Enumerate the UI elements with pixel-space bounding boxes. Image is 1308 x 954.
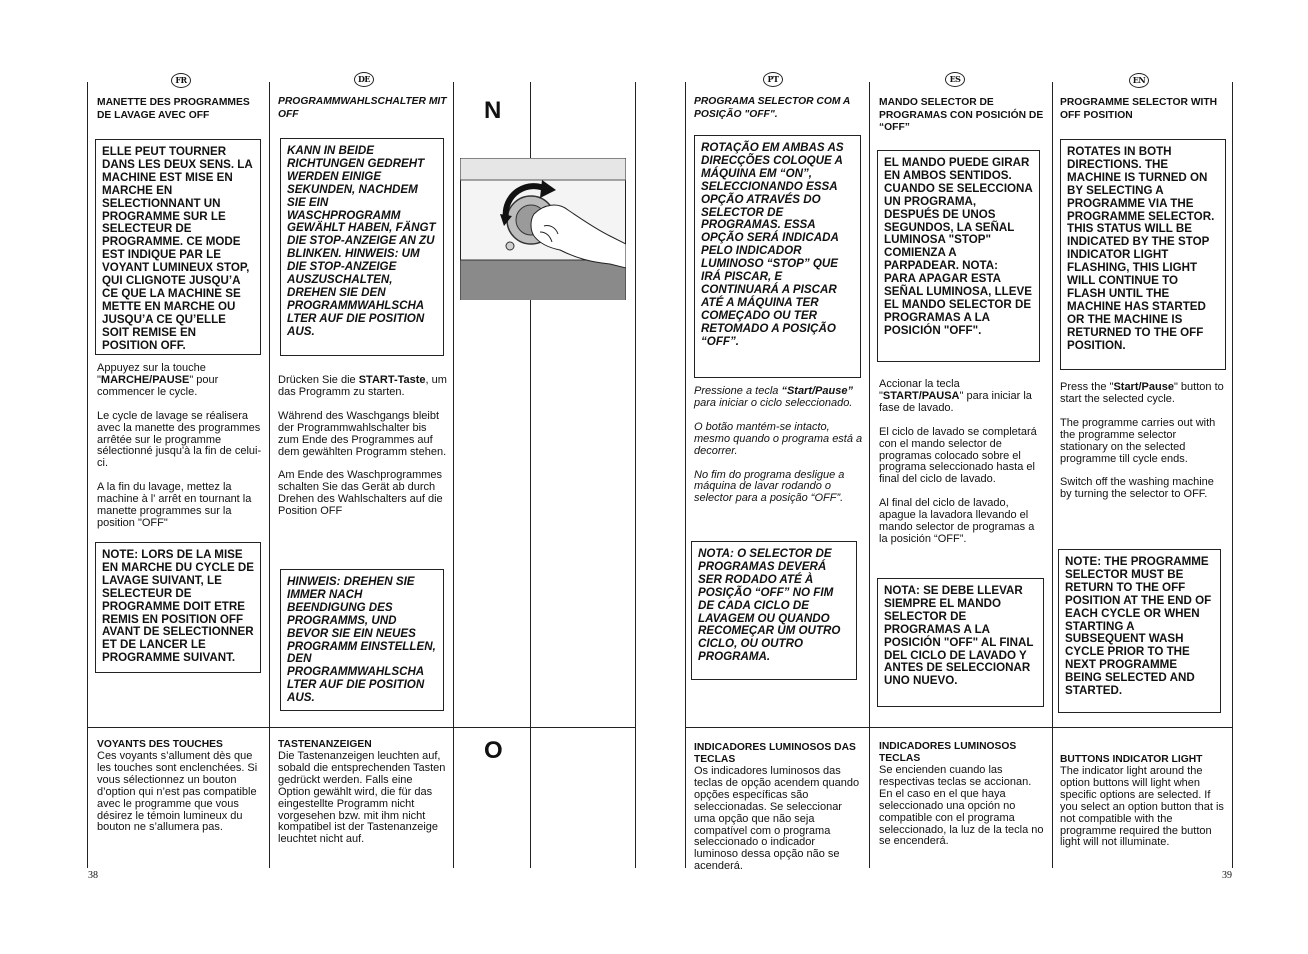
page-number-left: 38 <box>88 870 98 881</box>
col-divider <box>453 82 454 868</box>
pt-indicator-section <box>694 742 862 873</box>
es-note-box: NOTA: SE DEBE LLEVAR SIEMPRE EL MANDO SELECTOR DE PROGRAMAS A LA POSICIÓN "OFF" AL FINAL DEL CICLO DE LAVADO Y ANTES DE SELECCIONAR UNO NUEVO. <box>877 578 1044 707</box>
en-note-box: NOTE: THE PROGRAMME SELECTOR MUST BE RETURN TO THE OFF POSITION AT THE END OF EACH CYCLE OR WHEN STARTING A SUBSEQUENT WASH CYCLE PRIOR TO THE NEXT PROGRAMME BEING SELECTED AND STARTED. <box>1058 549 1221 713</box>
pt-paragraph-cycle: O botão mantém-se intacto, mesmo quando o programa está a decorrer. <box>694 420 863 457</box>
de-indicator-section <box>278 739 446 846</box>
fr-note-box: NOTE: LORS DE LA MISE EN MARCHE DU CYCLE DE LAVAGE SUIVANT, LE SELECTEUR DE PROGRAMME DOIT ETRE REMIS EN POSITION OFF AVANT DE SELECTIONNER ET DE LANCER LE PROGRAMME SUIVANT. <box>95 542 261 673</box>
col-divider <box>869 82 870 868</box>
de-indicator-title: TASTENANZEIGEN <box>278 739 372 750</box>
en-paragraph-cycle: The programme carries out with the programme selector stationary on the selected programme till cycle ends. <box>1060 416 1216 465</box>
es-indicator-section <box>879 741 1045 848</box>
section-divider <box>685 727 1233 728</box>
page-number-right: 39 <box>1222 870 1232 881</box>
es-instructions <box>879 379 1045 558</box>
de-instructions <box>278 375 448 530</box>
fr-paragraph-end: A la fin du lavage, mettez la machine à l' arrêt en tournant la manette programmes sur la position "OFF" <box>97 481 252 529</box>
fr-indicator-text: Ces voyants s’allument dès que les touches sont enclenchées. Si vous sélectionnez un bouton d’option qui n’est pas compatible avec le programme que vous désirez le témoin lumineux du bouton ne s’allumera pas. <box>97 750 258 834</box>
en-instructions <box>1060 382 1226 513</box>
fr-indicator-section <box>97 739 265 834</box>
de-note-box: HINWEIS: DREHEN SIE IMMER NACH BEENDIGUNG DES PROGRAMMS, UND BEVOR SIE EIN NEUES PROGRAMM EINSTELLEN, DEN PROGRAMMWAHLSCHA LTER AUF DIE POSITION AUS. <box>280 569 444 711</box>
fr-instructions <box>97 363 265 542</box>
fr-paragraph-cycle: Le cycle de lavage se réalisera avec la manette des programmes arrêtée sur le programme sélectionné jusqu'à la fin de celui-ci. <box>97 409 262 470</box>
pt-indicator-text: Os indicadores luminosos das teclas de opção acendem quando opções específicas são seleccionadas. Se seleccionar uma opção que não seja compatível com o programa seleccionado o indicador luminoso dessa opção não se acenderá. <box>694 765 860 873</box>
left-frame-line <box>87 82 88 868</box>
fr-indicator-title: VOYANTS DES TOUCHES <box>97 739 223 750</box>
fr-title: MANETTE DES PROGRAMMES DE LAVAGE AVEC OFF <box>97 97 250 121</box>
en-info-box: ROTATES IN BOTH DIRECTIONS. THE MACHINE IS TURNED ON BY SELECTING A PROGRAMME VIA THE PROGRAMME SELECTOR. THIS STATUS WILL BE INDICATED BY THE STOP INDICATOR LIGHT FLASHING, THIS LIGHT WILL CONTINUE TO FLASH UNTIL THE MACHINE HAS STARTED OR THE MACHINE IS RETURNED TO THE OFF POSITION. <box>1060 139 1226 370</box>
selector-knob-illustration <box>460 158 626 300</box>
col-divider <box>1052 82 1053 868</box>
lang-badge-fr: FR <box>171 73 191 88</box>
de-paragraph-cycle: Während des Waschgangs bleibt der Programmwahlschalter bis zum Ende des Programmes auf dem gewählten Programm stehen. <box>278 409 447 458</box>
en-paragraph-end: Switch off the washing machine by turning the selector to OFF. <box>1060 476 1214 501</box>
de-info-box: KANN IN BEIDE RICHTUNGEN GEDREHT WERDEN EINIGE SEKUNDEN, NACHDEM SIE EIN WASCHPROGRAMM GEWÄHLT HABEN, FÄNGT DIE STOP-ANZEIGE AN ZU BLINKEN. HINWEIS: UM DIE STOP-ANZEIGE AUSZUSCHALTEN, DREHEN SIE DEN PROGRAMMWAHLSCHA LTER AUF DIE POSITION AUS. <box>280 138 444 356</box>
en-paragraph-start: Press the "Start/Pause" button to start the selected cycle. <box>1060 381 1224 405</box>
lang-badge-es: ES <box>945 72 965 87</box>
es-paragraph-start: Accionar la tecla "START/PAUSA" para iniciar la fase de lavado. <box>879 378 1032 414</box>
pt-title: PROGRAMA SELECTOR COM A POSIÇÃO "OFF". <box>694 96 850 120</box>
en-indicator-text: The indicator light around the option buttons will light when specific options are selected. If you select an option button that is not compatible with the programme required the button light will not illuminate. <box>1060 765 1224 849</box>
es-info-box: EL MANDO PUEDE GIRAR EN AMBOS SENTIDOS. CUANDO SE SELECCIONA UN PROGRAMA, DESPUÉS DE UNOS SEGUNDOS, LA SEÑAL LUMINOSA "STOP" COMIENZA A PARPADEAR. NOTA: PARA APAGAR ESTA SEÑAL LUMINOSA, LLEVE EL MANDO SELECTOR DE PROGRAMAS A LA POSICIÓN "OFF". <box>877 150 1040 362</box>
en-indicator-section <box>1060 754 1228 849</box>
col-divider <box>685 82 686 868</box>
lang-badge-de: DE <box>354 72 374 87</box>
lang-badge-pt: PT <box>763 72 783 87</box>
de-paragraph-end: Am Ende des Waschprogrammes schalten Sie das Gerät ab durch Drehen des Wahlschalters auf die Position OFF <box>278 469 443 518</box>
en-indicator-title: BUTTONS INDICATOR LIGHT <box>1060 754 1203 765</box>
de-title: PROGRAMMWAHLSCHALTER MIT OFF <box>278 96 447 120</box>
pt-paragraph-start: Pressione a tecla “Start/Pause” para iniciar o ciclo seleccionado. <box>694 385 853 409</box>
pt-instructions <box>694 386 864 517</box>
es-paragraph-cycle: El ciclo de lavado se completará con el mando selector de programas colocado sobre el programa seleccionado hasta el final del ciclo de lavado. <box>879 425 1037 486</box>
de-paragraph-start: Drücken Sie die START-Taste, um das Programm zu starten. <box>278 374 447 398</box>
pt-indicator-title: INDICADORES LUMINOSOS DAS TECLAS <box>694 742 856 765</box>
es-indicator-text: Se encienden cuando las respectivas teclas se accionan. En el caso en el que haya seleccionado una opción no compatible con el programa seleccionado, la luz de la tecla no se encenderá. <box>879 764 1044 848</box>
section-divider <box>87 727 636 728</box>
de-indicator-text: Die Tastenanzeigen leuchten auf, sobald die entsprechenden Tasten gedrückt werden. Falls eine Option gewählt wird, die für das eingestellte Programm nicht vorgesehen bzw. mit ihm nicht kompatibel ist der Tastenanzeige leuchtet nicht auf. <box>278 750 446 846</box>
section-letter-o: O <box>484 737 503 764</box>
en-title: PROGRAMME SELECTOR WITH OFF POSITION <box>1060 97 1218 121</box>
pt-note-box: NOTA: O SELECTOR DE PROGRAMAS DEVERÁ SER RODADO ATÉ À POSIÇÃO “OFF” NO FIM DE CADA CICLO DE LAVAGEM OU QUANDO RECOMEÇAR UM OUTRO CICLO, OU OUTRO PROGRAMA. <box>691 541 857 680</box>
fr-paragraph-start: Appuyez sur la touche "MARCHE/PAUSE" pour commencer le cycle. <box>97 362 219 398</box>
lang-badge-en: EN <box>1129 73 1149 88</box>
es-paragraph-end: Al final del ciclo de lavado, apague la lavadora llevando el mando selector de programas a la posición “OFF”. <box>879 497 1035 545</box>
col-divider <box>269 82 270 868</box>
es-indicator-title: INDICADORES LUMINOSOS TECLAS <box>879 741 1017 764</box>
fr-info-box: ELLE PEUT TOURNER DANS LES DEUX SENS. LA MACHINE EST MISE EN MARCHE EN SELECTIONNANT UN PROGRAMME SUR LE SELECTEUR DE PROGRAMME. CE MODE EST INDIQUE PAR LE VOYANT LUMINEUX STOP, QUI CLIGNOTE JUSQU’A CE QUE LA MACHINE SE METTE EN MARCHE OU JUSQU’A CE QU’ELLE SOIT REMISE EN POSITION OFF. <box>95 139 261 355</box>
es-title: MANDO SELECTOR DE PROGRAMAS CON POSICIÓN DE “OFF” <box>879 97 1044 133</box>
section-letter-n: N <box>484 97 502 124</box>
pt-info-box: ROTAÇÃO EM AMBAS AS DIRECÇÕES COLOQUE A MÁQUINA EM “ON”, SELECCIONANDO ESSA OPÇÃO ATRAVÉS DO SELECTOR DE PROGRAMAS. ESSA OPÇÃO SERÁ INDICADA PELO INDICADOR LUMINOSO “STOP” QUE IRÁ PISCAR, E CONTINUARÁ A PISCAR ATÉ A MÁQUINA TER COMEÇADO OU TER RETOMADO A POSIÇÃO “OFF”. <box>694 135 861 378</box>
col-divider <box>635 82 636 868</box>
pt-paragraph-end: No fim do programa desligue a máquina de lavar rodando o selector para a posição “OFF”. <box>694 468 845 505</box>
right-frame-line <box>1232 82 1233 868</box>
